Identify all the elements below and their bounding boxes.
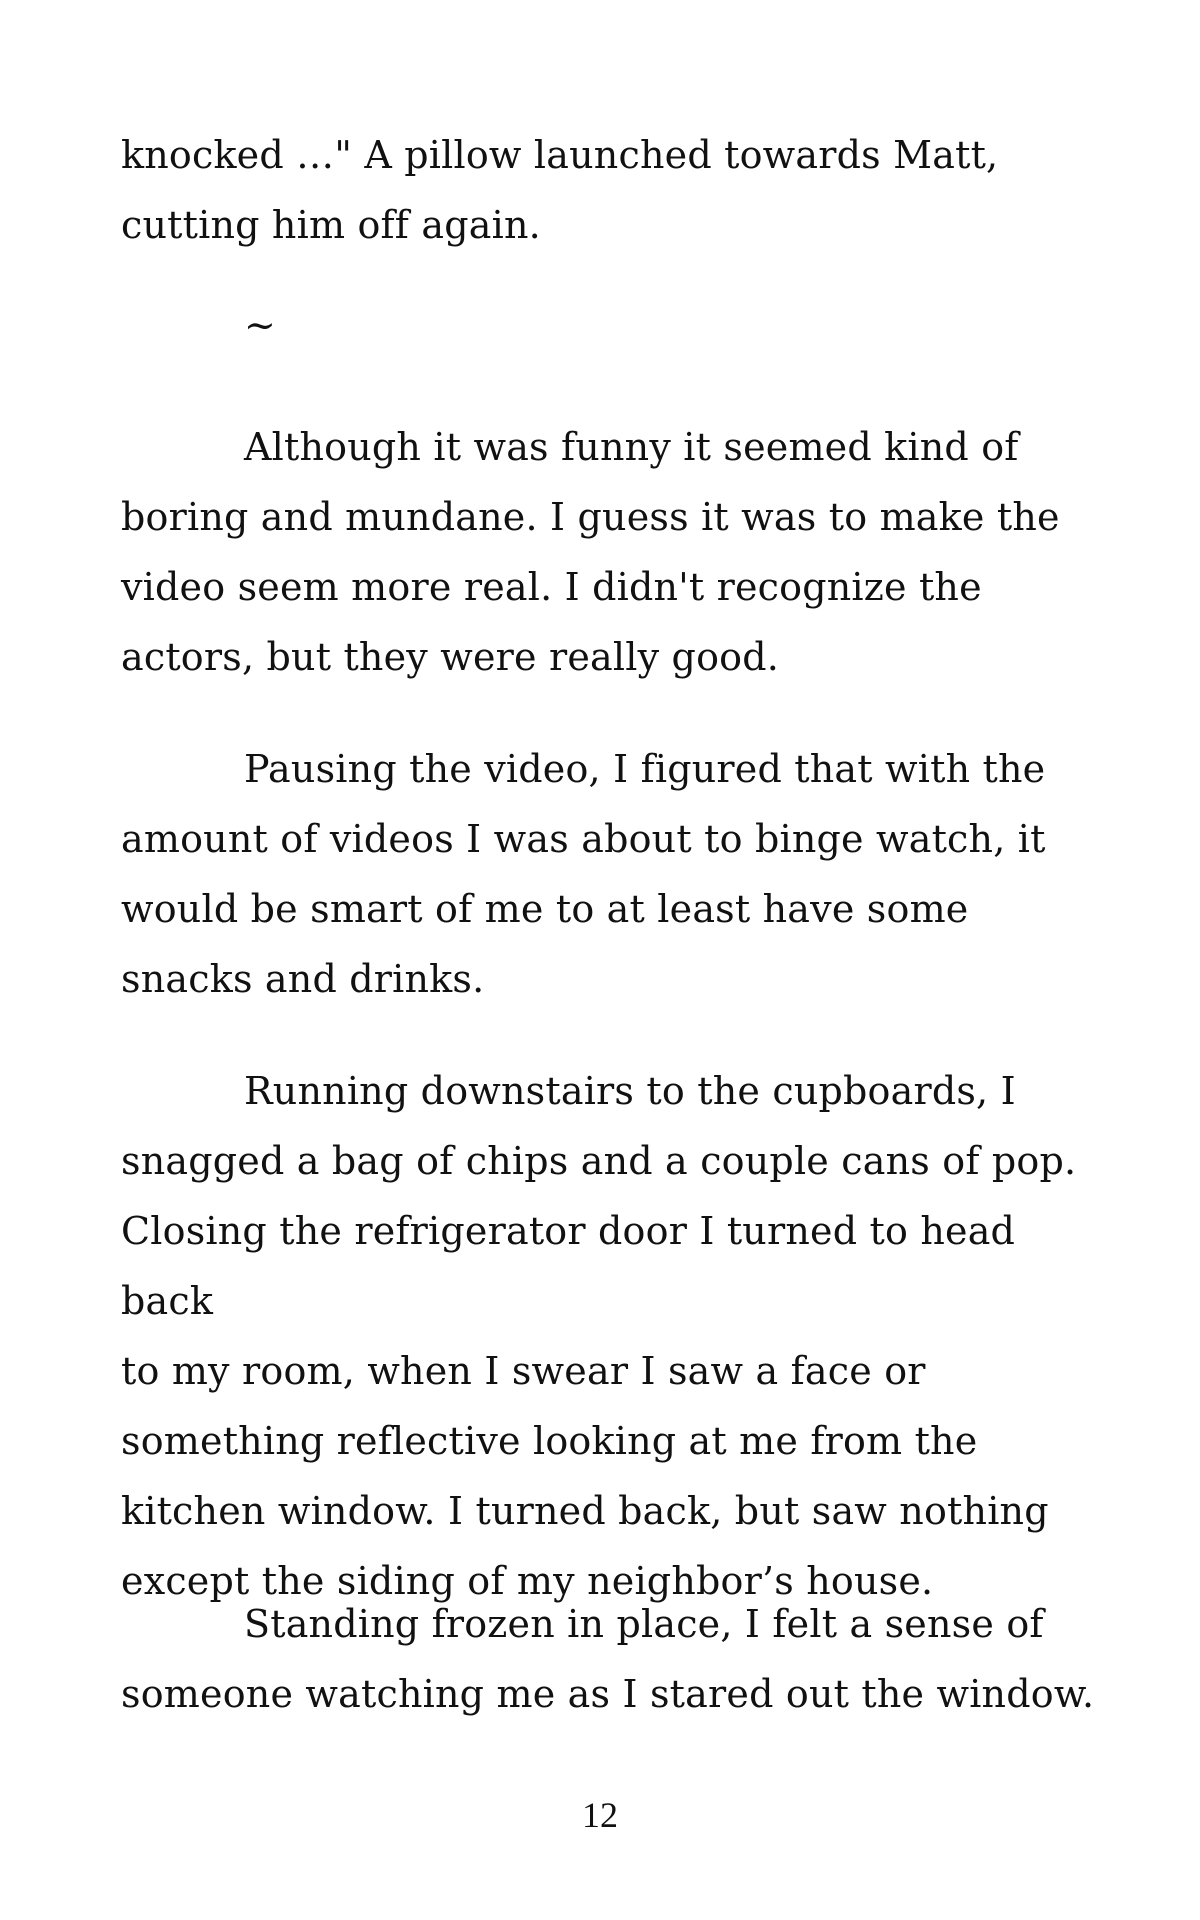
paragraph-pausing-video: Pausing the video, I figured that with the amount of videos I was about to binge watch, it would be smart of me to at least have some snacks and drinks.	[121, 747, 1046, 1001]
paragraph-running-downstairs: Running downstairs to the cupboards, I snagged a bag of chips and a couple cans of pop. Closing the refrigerator door I turned to head back to my room, when I swear I saw a face or something reflective looking at me from the kitchen window. I turned back, but saw nothing except the siding of my neighbor’s house.	[121, 1069, 1077, 1603]
paragraph-standing-frozen: Standing frozen in place, I felt a sense of someone watching me as I stared out the window.	[121, 1602, 1095, 1716]
page-number: 12	[582, 1795, 618, 1835]
paragraph-funny-video: Although it was funny it seemed kind of boring and mundane. I guess it was to make the video seem more real. I didn't recognize the actors, but they were really good.	[121, 425, 1060, 679]
scene-separator: ~	[244, 303, 276, 347]
paragraph-continued: knocked …" A pillow launched towards Matt, cutting him off again.	[121, 133, 999, 247]
